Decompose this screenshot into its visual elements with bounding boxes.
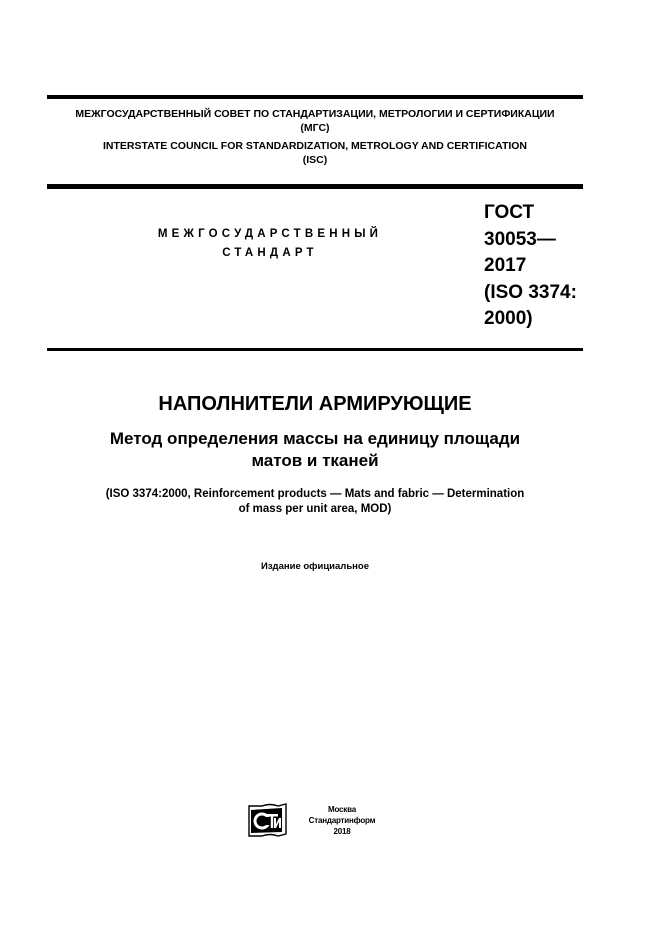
standard-type-line1: МЕЖГОСУДАРСТВЕННЫЙ [157, 228, 383, 240]
subtitle-line2: матов и тканей [251, 451, 379, 470]
council-en-line: INTERSTATE COUNCIL FOR STANDARDIZATION, METROLOGY AND CERTIFICATION [102, 140, 528, 152]
middle-rule [47, 184, 583, 189]
publisher-block [248, 803, 388, 839]
standartinform-logo-icon [248, 803, 288, 837]
designation-line: 2017 [484, 255, 527, 276]
council-en-abbr: (ISC) [302, 154, 328, 166]
publisher-year: 2018 [333, 827, 351, 836]
designation-line: (ISO 3374: [484, 281, 577, 303]
council-ru-line: МЕЖГОСУДАРСТВЕННЫЙ СОВЕТ ПО СТАНДАРТИЗАЦИИ, МЕТРОЛОГИИ И СЕРТИФИКАЦИИ [75, 108, 555, 120]
subtitle-line1: Метод определения массы на единицу площади [109, 429, 521, 448]
publisher-city: Москва [328, 805, 356, 814]
council-name-russian [47, 107, 583, 135]
lower-rule [47, 348, 583, 351]
document-subtitle [47, 428, 583, 472]
publisher-name: Стандартинформ [308, 816, 376, 825]
designation-line: 2000) [484, 308, 533, 329]
edition-label: Издание официальное [261, 561, 369, 572]
iso-reference-line1: (ISO 3374:2000, Reinforcement products — Mats and fabric — Determination [105, 488, 525, 500]
document-title: НАПОЛНИТЕЛИ АРМИРУЮЩИЕ [158, 393, 472, 415]
council-name-english [47, 139, 583, 167]
designation-line: 30053— [484, 228, 556, 250]
standard-designation [484, 200, 594, 333]
council-ru-abbr: (МГС) [300, 122, 330, 134]
designation-line: ГОСТ [484, 202, 535, 223]
top-rule [47, 95, 583, 99]
iso-reference [47, 487, 583, 517]
iso-reference-line2: of mass per unit area, MOD) [238, 503, 392, 515]
publisher-text [296, 804, 388, 837]
standard-type-line2: СТАНДАРТ [222, 247, 318, 259]
standard-type [100, 225, 440, 263]
